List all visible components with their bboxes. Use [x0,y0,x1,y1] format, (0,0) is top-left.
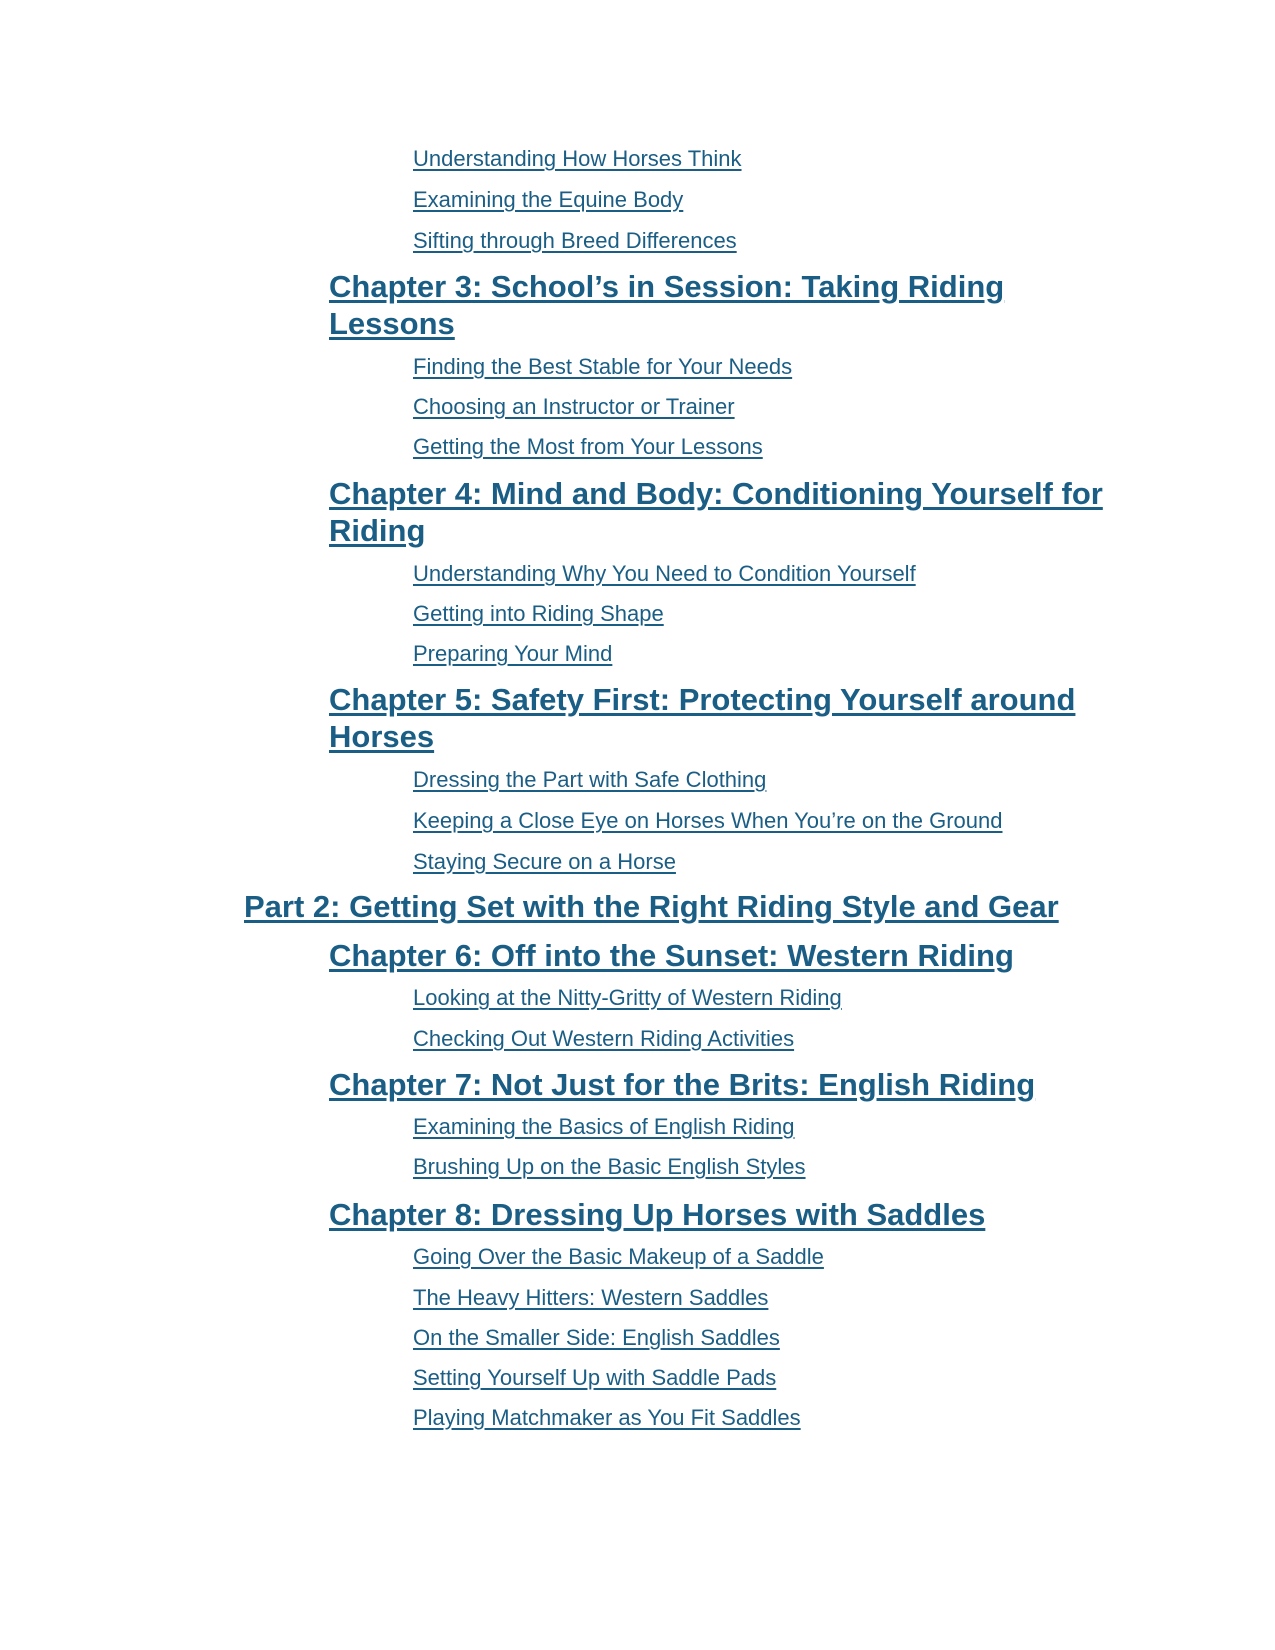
toc-link-why-condition[interactable]: Understanding Why You Need to Condition Yourself [413,561,916,586]
toc-link-chapter-3-continued[interactable]: Lessons [329,306,455,341]
toc-link-saddle-pads[interactable]: Setting Yourself Up with Saddle Pads [413,1365,777,1390]
toc-link-staying-secure[interactable]: Staying Secure on a Horse [413,849,676,874]
toc-link-best-stable[interactable]: Finding the Best Stable for Your Needs [413,354,793,379]
toc-link-english-styles[interactable]: Brushing Up on the Basic English Styles [413,1154,806,1179]
toc-link-chapter-8[interactable]: Chapter 8: Dressing Up Horses with Saddles [329,1197,986,1232]
toc-link-english-basics[interactable]: Examining the Basics of English Riding [413,1114,795,1139]
toc-link-chapter-3[interactable]: Chapter 3: School’s in Session: Taking Riding [329,269,1005,304]
toc-link-english-saddles[interactable]: On the Smaller Side: English Saddles [413,1325,780,1350]
toc-link-chapter-6[interactable]: Chapter 6: Off into the Sunset: Western Riding [329,938,1014,973]
toc-link-breed-differences[interactable]: Sifting through Breed Differences [413,228,737,253]
toc-link-chapter-4[interactable]: Chapter 4: Mind and Body: Conditioning Yourself for [329,476,1103,511]
toc-link-chapter-5-continued[interactable]: Horses [329,719,435,754]
toc-link-most-from-lessons[interactable]: Getting the Most from Your Lessons [413,434,763,459]
toc-link-saddle-makeup[interactable]: Going Over the Basic Makeup of a Saddle [413,1244,824,1269]
toc-link-riding-shape[interactable]: Getting into Riding Shape [413,601,664,626]
toc-link-fit-saddles[interactable]: Playing Matchmaker as You Fit Saddles [413,1405,801,1430]
toc-link-understanding-horses[interactable]: Understanding How Horses Think [413,146,742,171]
toc-link-chapter-5[interactable]: Chapter 5: Safety First: Protecting Yourself around [329,682,1076,717]
toc-link-close-eye-ground[interactable]: Keeping a Close Eye on Horses When You’re on the Ground [413,808,1003,833]
toc-link-western-activities[interactable]: Checking Out Western Riding Activities [413,1026,795,1051]
toc-link-part-2[interactable]: Part 2: Getting Set with the Right Riding Style and Gear [244,889,1059,924]
toc-link-preparing-mind[interactable]: Preparing Your Mind [413,641,613,666]
toc-link-equine-body[interactable]: Examining the Equine Body [413,187,684,212]
toc-link-chapter-7[interactable]: Chapter 7: Not Just for the Brits: English Riding [329,1067,1036,1102]
toc-link-choosing-instructor[interactable]: Choosing an Instructor or Trainer [413,394,735,419]
toc-link-western-saddles[interactable]: The Heavy Hitters: Western Saddles [413,1285,769,1310]
toc-link-nitty-gritty-western[interactable]: Looking at the Nitty-Gritty of Western Riding [413,985,842,1010]
toc-link-safe-clothing[interactable]: Dressing the Part with Safe Clothing [413,767,767,792]
toc-link-chapter-4-continued[interactable]: Riding [329,513,426,548]
